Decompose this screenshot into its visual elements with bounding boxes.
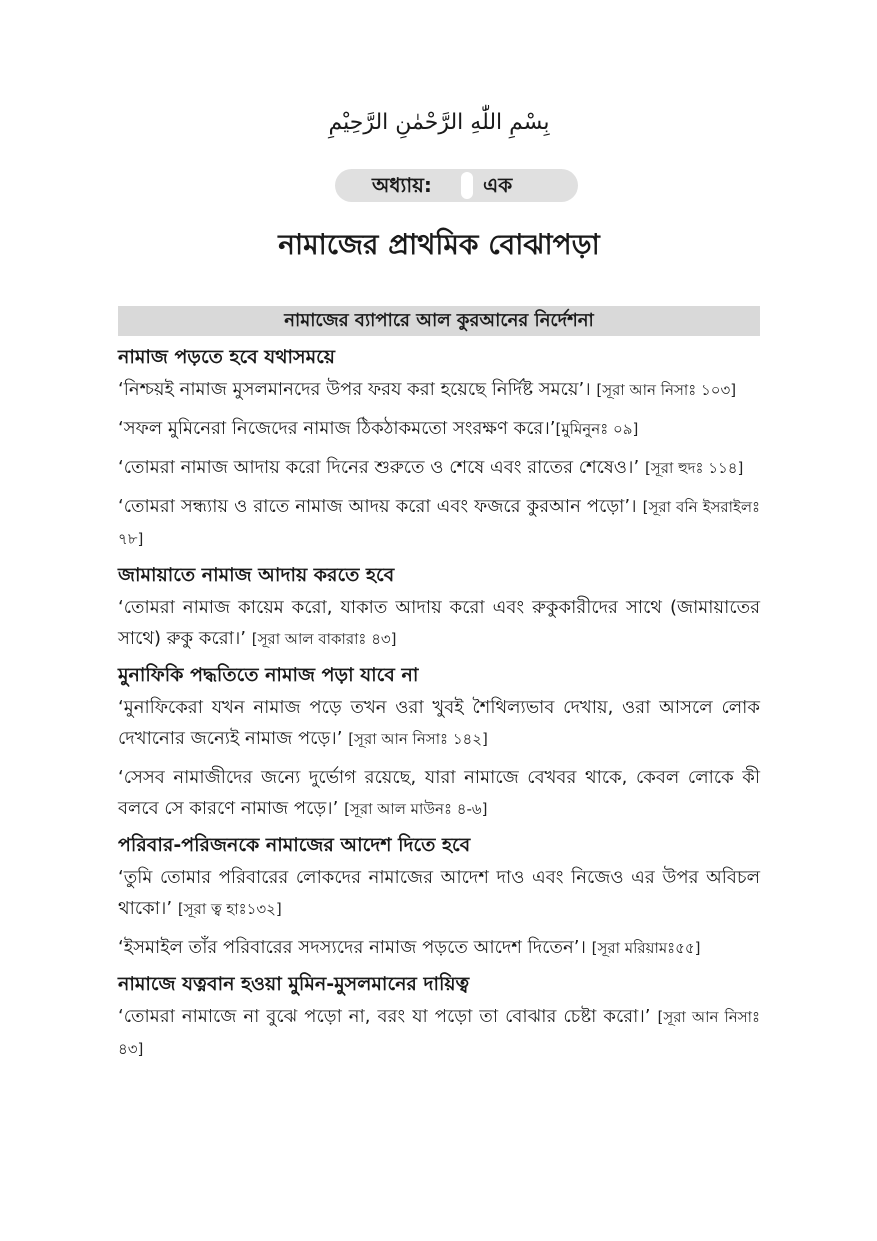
- quran-quote: [118, 374, 760, 406]
- quote-text: ‘তুমি তোমার পরিবারের লোকদের নামাজের আদেশ দাও এবং নিজেও এর উপর অবিচল থাকো।’: [118, 867, 760, 919]
- quote-text: ‘তোমরা নামাজ কায়েম করো, যাকাত আদায় করো এবং রুকুকারীদের সাথে (জামায়াতের সাথে) রুকু করো।’: [118, 597, 760, 649]
- quran-quote: [118, 932, 760, 964]
- quote-reference: [সূরা আন নিসাঃ ১০৩]: [596, 381, 737, 399]
- quote-reference: [সূরা হুদঃ ১১৪]: [644, 459, 744, 477]
- chapter-title: নামাজের প্রাথমিক বোঝাপড়া: [278, 228, 600, 261]
- quran-quote: [118, 413, 760, 445]
- bismillah-calligraphy: بِسْمِ اللّٰهِ الرَّحْمٰنِ الرَّحِيْمِ: [328, 110, 550, 135]
- chapter-number: এক: [483, 173, 513, 197]
- quote-text: ‘মুনাফিকেরা যখন নামাজ পড়ে তখন ওরা খুবই শৈথিল্যভাব দেখায়, ওরা আসলে লোক দেখানোর জন্যেই নামাজ পড়ে।’: [118, 697, 760, 749]
- subsection: [118, 662, 760, 825]
- chapter-badge-divider: [461, 172, 473, 199]
- quote-reference: [সূরা বনি ইসরাইলঃ ৭৮]: [118, 498, 760, 548]
- quran-quote: [118, 862, 760, 925]
- content-body: [118, 344, 760, 1072]
- subsection: [118, 971, 760, 1065]
- chapter-badge: [335, 169, 578, 202]
- subsection: [118, 562, 760, 655]
- subsection-heading: নামাজ পড়তে হবে যথাসময়ে: [118, 346, 335, 368]
- subsection-heading: পরিবার-পরিজনকে নামাজের আদেশ দিতে হবে: [118, 834, 471, 856]
- quote-text: ‘নিশ্চয়ই নামাজ মুসলমানদের উপর ফরয করা হয়েছে নির্দিষ্ট সময়ে’।: [118, 379, 591, 400]
- quran-quote: [118, 592, 760, 655]
- subsection-heading: জামায়াতে নামাজ আদায় করতে হবে: [118, 564, 395, 586]
- quote-reference: [মুমিনুনঃ ০৯]: [555, 420, 639, 438]
- quran-quote: [118, 491, 760, 555]
- quote-reference: [সূরা আন নিসাঃ ৪৩]: [118, 1008, 760, 1058]
- quote-text: ‘তোমরা নামাজ আদায় করো দিনের শুরুতে ও শেষে এবং রাতের শেষেও।’: [118, 457, 640, 478]
- quote-text: ‘ইসমাইল তাঁর পরিবারের সদস্যদের নামাজ পড়তে আদেশ দিতেন’।: [118, 937, 586, 958]
- subsection: [118, 344, 760, 555]
- subsection: [118, 832, 760, 964]
- quote-reference: [সূরা ত্ব হাঃ১৩২]: [177, 900, 282, 918]
- subsection-heading: মুনাফিকি পদ্ধতিতে নামাজ পড়া যাবে না: [118, 664, 419, 686]
- quote-text: ‘তোমরা সন্ধ্যায় ও রাতে নামাজ আদয় করো এবং ফজরে কুরআন পড়ো’।: [118, 496, 637, 517]
- quran-quote: [118, 692, 760, 755]
- quran-quote: [118, 762, 760, 825]
- quote-text: ‘তোমরা নামাজে না বুঝে পড়ো না, বরং যা পড়ো তা বোঝার চেষ্টা করো।’: [118, 1006, 651, 1027]
- quran-quote: [118, 452, 760, 484]
- quote-text: ‘সফল মুমিনেরা নিজেদের নামাজ ঠিকঠাকমতো সংরক্ষণ করে।’: [118, 418, 556, 439]
- quote-reference: [সূরা আন নিসাঃ ১৪২]: [348, 730, 488, 748]
- quote-reference: [সূরা আল বাকারাঃ ৪৩]: [251, 630, 397, 648]
- quote-text: ‘সেসব নামাজীদের জন্যে দুর্ভোগ রয়েছে, যারা নামাজে বেখবর থাকে, কেবল লোকে কী বলবে সে কারণে নামাজ পড়ে।’: [118, 767, 760, 819]
- section-heading-bar: নামাজের ব্যাপারে আল কুরআনের নির্দেশনা: [118, 306, 760, 336]
- chapter-label: অধ্যায়:: [372, 173, 432, 197]
- quote-reference: [সূরা মরিয়ামঃ৫৫]: [591, 939, 701, 957]
- quote-reference: [সূরা আল মাউনঃ ৪-৬]: [344, 800, 488, 818]
- quran-quote: [118, 1001, 760, 1065]
- subsection-heading: নামাজে যত্নবান হওয়া মুমিন-মুসলমানের দায়িত্ব: [118, 973, 470, 995]
